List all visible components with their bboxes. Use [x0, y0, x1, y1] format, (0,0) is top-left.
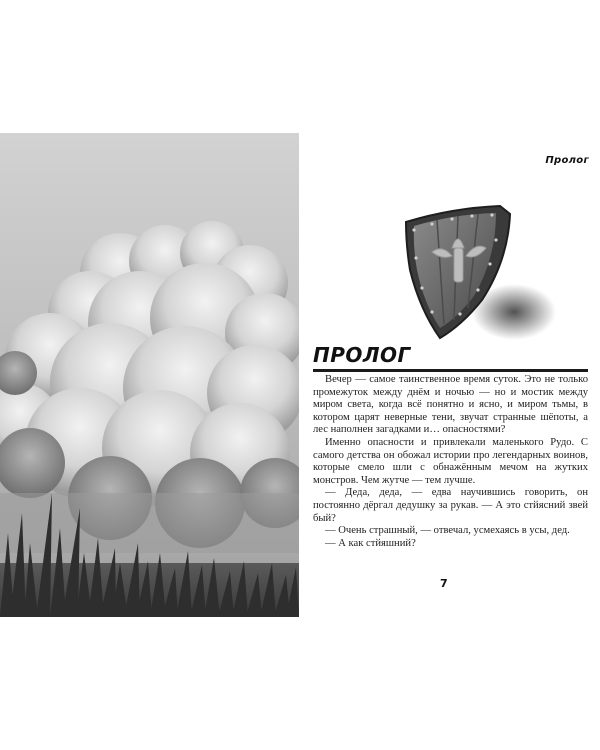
clouds-and-grass-illustration — [0, 133, 299, 617]
paragraph: Именно опасности и привлекали маленького Рудо. С самого детства он обожал истории про легендарных воинов, которые смело шли с обнажённым мечом на жутких монстров. Чем жутче — тем лучше. — [313, 436, 588, 486]
body-text — [313, 374, 588, 550]
paragraph: — А как стйяшний? — [325, 537, 416, 549]
shield-icon — [392, 200, 562, 350]
chapter-title: ПРОЛОГ — [313, 343, 411, 367]
paragraph: Вечер — самое таинственное время суток. Это не только промежуток между днём и ночью — но и мостик между миром света, когда всё понятно и ясно, и миром тьмы, в котором царят неверные тени, звучат странные шёпоты, а лес наполнен загадками и… опасностями? — [313, 374, 588, 436]
paragraph: — Очень страшный, — отвечал, усмехаясь в усы, дед. — [325, 525, 570, 537]
paragraph: — Деда, деда, — едва научившись говорить, он постоянно дёргал дедушку за рукав. — А это стйясний звей бый? — [313, 487, 588, 524]
chapter-title-rule — [313, 369, 588, 372]
running-header: Пролог — [545, 155, 589, 166]
page-number: 7 — [440, 577, 448, 590]
